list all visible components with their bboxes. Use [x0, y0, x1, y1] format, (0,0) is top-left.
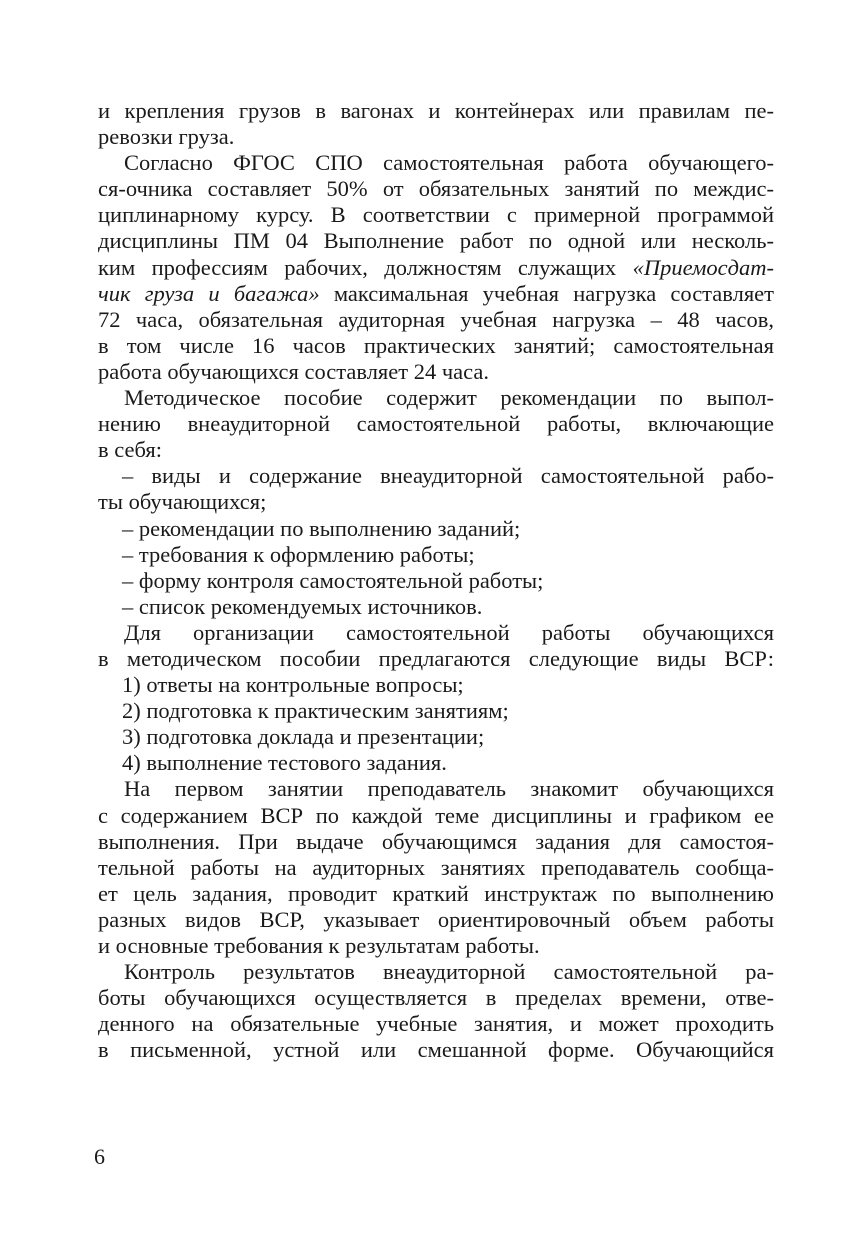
text-line: и крепления грузов в вагонах и контейнерах или правилам пе-	[98, 98, 774, 123]
italic-profession-title: чик груза и багажа»	[98, 280, 320, 306]
text-line: денного на обязательные учебные занятия, и может проходить	[98, 1011, 774, 1037]
text-line	[98, 255, 774, 281]
dash-list	[98, 463, 774, 620]
text-line: в письменной, устной или смешанной форме. Обучающийся	[98, 1037, 774, 1063]
text-line: циплинарному курсу. В соответствии с примерной программой	[98, 202, 774, 228]
list-item	[98, 568, 774, 594]
list-item	[98, 516, 774, 542]
text-line: 72 часа, обязательная аудиторная учебная нагрузка – 48 часов,	[98, 306, 774, 332]
text-line: выполнения. При выдаче обучающимся задания для самостоя-	[98, 828, 774, 854]
page-body	[98, 98, 774, 1063]
paragraph-first-lesson	[98, 776, 774, 959]
text-line: Согласно ФГОС СПО самостоятельная работа обучающего-	[124, 150, 774, 176]
text-line: – требования к оформлению работы;	[122, 541, 475, 567]
text-line: боты обучающихся осуществляется в пределах времени, отве-	[98, 985, 774, 1011]
text-run: ким профессиям рабочих, должностям служащих	[98, 254, 633, 280]
numbered-list	[98, 672, 774, 776]
text-line: – виды и содержание внеаудиторной самостоятельной рабо-	[122, 463, 774, 489]
text-line: Для организации самостоятельной работы обучающихся	[124, 619, 774, 645]
paragraph-vsr-types-intro	[98, 620, 774, 672]
text-line: – список рекомендуемых источников.	[122, 593, 483, 619]
text-line: Методическое пособие содержит рекомендации по выпол-	[124, 385, 774, 411]
text-line: нению внеаудиторной самостоятельной работы, включающие	[98, 411, 774, 437]
list-item: 1) ответы на контрольные вопросы;	[122, 672, 464, 698]
paragraph-fgos	[98, 150, 774, 385]
text-line: На первом занятии преподаватель знакомит обучающихся	[124, 776, 774, 802]
page-number: 6	[94, 1144, 105, 1169]
text-line: ты обучающихся;	[98, 489, 267, 515]
list-item	[98, 594, 774, 620]
list-item	[98, 463, 774, 515]
text-line	[98, 281, 774, 307]
text-line: и основные требования к результатам работы.	[98, 933, 540, 958]
list-item	[98, 542, 774, 568]
text-line: в методическом пособии предлагаются следующие виды ВСР:	[98, 645, 774, 671]
list-item: 2) подготовка к практическим занятиям;	[122, 698, 509, 724]
list-item: 3) подготовка доклада и презентации;	[122, 724, 485, 750]
text-line: ет цель задания, проводит краткий инструктаж по выполнению	[98, 880, 774, 906]
text-line: в себя:	[98, 437, 162, 463]
list-item: 4) выполнение тестового задания.	[122, 750, 447, 776]
text-line: дисциплины ПМ 04 Выполнение работ по одной или несколь-	[98, 228, 774, 254]
text-line: разных видов ВСР, указывает ориентировочный объем работы	[98, 906, 774, 932]
text-run: максимальная учебная нагрузка составляет	[319, 280, 775, 306]
text-line: с содержанием ВСР по каждой теме дисциплины и графиком ее	[98, 802, 774, 828]
text-line: ся-очника составляет 50% от обязательных занятий по междис-	[98, 176, 774, 202]
text-line: Контроль результатов внеаудиторной самостоятельной ра-	[124, 959, 774, 985]
text-line: в том числе 16 часов практических занятий; самостоятельная	[98, 332, 774, 358]
paragraph-manual-contents	[98, 385, 774, 463]
paragraph-control	[98, 959, 774, 1063]
paragraph-continuation	[98, 98, 774, 150]
text-line: – форму контроля самостоятельной работы;	[122, 567, 544, 593]
text-line: работа обучающихся составляет 24 часа.	[98, 358, 490, 384]
text-line: – рекомендации по выполнению заданий;	[122, 515, 521, 541]
text-line: ревозки груза.	[98, 124, 235, 150]
italic-profession-title: «Приемосдат-	[632, 254, 774, 280]
text-line: тельной работы на аудиторных занятиях преподаватель сообща-	[98, 854, 774, 880]
